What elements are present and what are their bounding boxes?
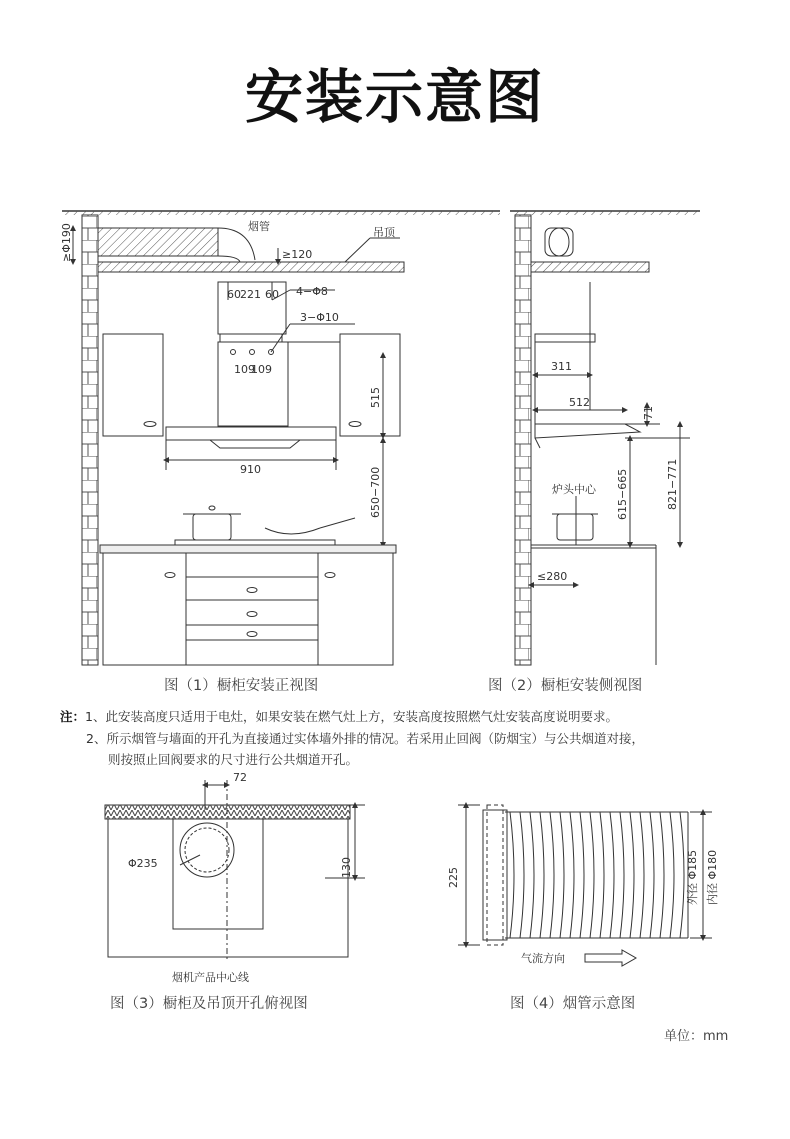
duct-rib	[530, 812, 534, 938]
dim-650-700: 650−700	[369, 466, 382, 518]
dim-225: 225	[447, 867, 460, 888]
dim-120: ≥120	[282, 248, 313, 261]
fig4-duct	[458, 805, 712, 966]
note-line-1	[60, 707, 618, 725]
dim-311: 311	[551, 360, 572, 373]
dim-821-771: 821−771	[666, 458, 679, 510]
fig3-top-view	[105, 780, 365, 960]
duct-rib	[540, 812, 544, 938]
duct-rib	[570, 812, 574, 938]
label-airflow: 气流方向	[521, 952, 565, 965]
fig1-front-view	[62, 211, 500, 665]
dim-512: 512	[569, 396, 590, 409]
duct-rib	[590, 812, 594, 938]
label-burner-center: 炉头中心	[552, 483, 596, 496]
duct-rib	[610, 812, 614, 938]
label-duct: 烟管	[248, 220, 270, 233]
fig2-caption: 图（2）橱柜安装侧视图	[488, 678, 643, 694]
page-title: 安装示意图	[244, 63, 545, 131]
fig4-caption: 图（4）烟管示意图	[510, 996, 636, 1012]
dim-190: ≥Φ190	[60, 223, 73, 262]
dim-109-left: 109	[234, 363, 255, 376]
dim-4-phi8: 4−Φ8	[296, 285, 328, 298]
duct-rib	[660, 812, 664, 938]
duct-rib	[670, 812, 674, 938]
duct-rib	[510, 812, 514, 938]
duct-rib	[640, 812, 644, 938]
dim-60-left: 60	[227, 288, 241, 301]
dim-3-phi10: 3−Φ10	[300, 311, 339, 324]
label-centerline: 烟机产品中心线	[172, 971, 249, 984]
unit-label: 单位：mm	[664, 1029, 729, 1044]
dim-130: 130	[340, 857, 353, 878]
duct-rib	[680, 812, 684, 938]
note-line-3: 则按照止回阀要求的尺寸进行公共烟道开孔。	[108, 752, 359, 767]
note-prefix: 注：	[60, 709, 86, 724]
duct-rib	[630, 812, 634, 938]
dim-inner-phi180: 内径 Φ180	[706, 849, 719, 905]
label-ceiling: 吊顶	[373, 226, 395, 239]
duct-rib	[550, 812, 554, 938]
dim-71: 71	[642, 406, 655, 420]
dim-72: 72	[233, 771, 247, 784]
duct-rib	[600, 812, 604, 938]
note-line-2: 2、所示烟管与墙面的开孔为直接通过实体墙外排的情况。若采用止回阀（防烟宝）与公共烟道对接，	[86, 731, 644, 746]
duct-rib	[620, 812, 624, 938]
dim-phi235: Φ235	[128, 857, 158, 870]
fig3-caption: 图（3）橱柜及吊顶开孔俯视图	[110, 996, 308, 1012]
dim-615-665: 615−665	[616, 468, 629, 520]
duct-rib	[580, 812, 584, 938]
dim-280: ≤280	[537, 570, 568, 583]
duct-rib	[650, 812, 654, 938]
duct-rib	[560, 812, 564, 938]
note-text-1: 1、此安装高度只适用于电灶，如果安装在燃气灶上方，安装高度按照燃气灶安装高度说明要求。	[85, 709, 618, 724]
dim-outer-phi185: 外径 Φ185	[686, 849, 699, 905]
dim-910: 910	[240, 463, 261, 476]
dim-109-right: 109	[251, 363, 272, 376]
duct-rib	[520, 812, 524, 938]
dim-60-right: 60	[265, 288, 279, 301]
dim-221: 221	[240, 288, 261, 301]
fig1-caption: 图（1）橱柜安装正视图	[164, 678, 319, 694]
dim-515: 515	[369, 387, 382, 408]
fig2-side-view	[510, 211, 700, 665]
